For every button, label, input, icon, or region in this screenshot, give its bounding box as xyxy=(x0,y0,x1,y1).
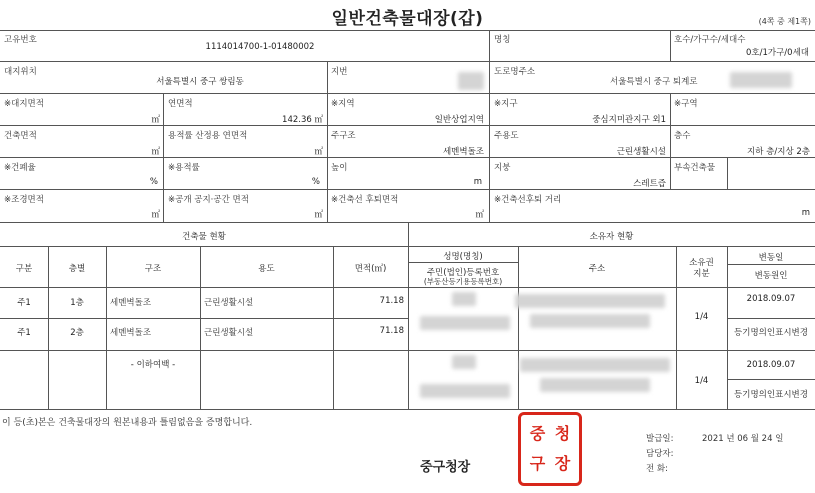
phone-label: 전 화: xyxy=(646,464,668,474)
redacted-owner-name xyxy=(452,292,476,306)
far-area-unit: ㎡ xyxy=(314,147,323,157)
grid-line xyxy=(727,264,815,265)
total-area-label: 연면적 xyxy=(168,99,193,109)
far-area-label: 용적률 산정용 연면적 xyxy=(168,131,248,141)
area-label: ※구역 xyxy=(674,99,698,109)
owner-status-title: 소유자 현황 xyxy=(589,232,634,242)
redacted-owner-name xyxy=(452,355,476,369)
redacted-owner-address xyxy=(530,314,650,328)
col-header-area: 면적(㎡) xyxy=(354,264,387,274)
grid-line xyxy=(727,379,815,380)
row1-structure: 세멘벽돌조 xyxy=(110,298,152,308)
officer-label: 담당자: xyxy=(646,449,674,459)
landscape-unit: ㎡ xyxy=(151,210,160,220)
building-area-unit: ㎡ xyxy=(151,147,160,157)
site-label: 대지위치 xyxy=(4,67,37,77)
owner1-share: 1/4 xyxy=(694,312,709,322)
grid-line xyxy=(489,61,490,222)
zone-label: ※지역 xyxy=(331,99,355,109)
district-value: 중심지미관지구 외1 xyxy=(592,115,666,125)
units-value: 0호/1가구/0세대 xyxy=(745,48,809,58)
grid-line xyxy=(727,157,728,189)
document-title: 일반건축물대장(갑) xyxy=(331,9,484,29)
row2-use: 근린생활시설 xyxy=(204,328,254,338)
roof-value: 스레트즙 xyxy=(633,179,666,189)
road-value: 서울특별시 중구 퇴계로 xyxy=(610,77,698,87)
row2-type: 주1 xyxy=(17,328,31,338)
unique-no-value: 1114014700-1-01480002 xyxy=(205,42,315,52)
grid-line xyxy=(0,93,815,94)
share-header: 소유권 xyxy=(689,258,714,268)
total-area-value: 142.36 ㎡ xyxy=(282,115,323,125)
grid-line xyxy=(0,61,815,62)
grid-line xyxy=(0,409,815,410)
floors-label: 층수 xyxy=(674,131,691,141)
owner2-date: 2018.09.07 xyxy=(746,360,796,370)
structure-value: 세멘벽돌조 xyxy=(442,147,484,157)
grid-line xyxy=(0,189,815,190)
redacted-owner-address xyxy=(520,358,670,372)
seal-char: 장 xyxy=(554,454,571,473)
issue-date-label: 발급일: xyxy=(646,434,674,444)
grid-line xyxy=(670,30,671,61)
grid-line xyxy=(670,93,671,189)
setback-area-unit: ㎡ xyxy=(475,210,484,220)
grid-line xyxy=(0,30,815,31)
use-value: 근린생활시설 xyxy=(616,147,666,157)
row2-area: 71.18 xyxy=(379,326,404,336)
row1-type: 주1 xyxy=(17,298,31,308)
redacted-owner-address xyxy=(540,378,650,392)
redacted-road xyxy=(730,72,792,88)
structure-label: 주구조 xyxy=(331,131,356,141)
row2-structure: 세멘벽돌조 xyxy=(110,328,152,338)
redacted-lot xyxy=(458,72,484,90)
road-label: 도로명주소 xyxy=(494,67,536,77)
annex-label: 부속건축물 xyxy=(674,163,716,173)
height-unit: m xyxy=(473,177,482,187)
landscape-label: ※조경면적 xyxy=(4,195,44,205)
row2-floor: 2층 xyxy=(70,328,84,338)
grid-line xyxy=(0,157,815,158)
zone-value: 일반상업지역 xyxy=(434,115,484,125)
blank-note: - 이하여백 - xyxy=(130,360,176,370)
bcr-unit: % xyxy=(149,177,158,187)
owner2-share: 1/4 xyxy=(694,376,709,386)
col-header-structure: 구조 xyxy=(144,264,162,274)
setback-area-label: ※건축선 후퇴면적 xyxy=(331,195,399,205)
grid-line xyxy=(163,93,164,222)
grid-line xyxy=(489,30,490,61)
owner-address-header: 주소 xyxy=(588,264,606,274)
seal-char: 청 xyxy=(554,424,571,443)
owner1-reason: 등기명의인표시변경 xyxy=(734,328,808,338)
seal-char: 구 xyxy=(529,454,546,473)
units-label: 호수/가구수/세대수 xyxy=(674,35,746,45)
redacted-owner-id xyxy=(420,316,510,330)
owner-id-subheader: (부동산등기용등록번호) xyxy=(423,277,503,286)
roof-label: 지붕 xyxy=(494,163,511,173)
lot-label: 지번 xyxy=(331,67,348,77)
name-label: 명칭 xyxy=(494,35,511,45)
official-seal xyxy=(518,412,582,486)
page-info: (4쪽 중 제1쪽) xyxy=(758,17,811,26)
share-subheader: 지분 xyxy=(693,269,710,279)
owner2-reason: 등기명의인표시변경 xyxy=(734,390,808,400)
owner1-date: 2018.09.07 xyxy=(746,294,796,304)
bcr-label: ※건폐율 xyxy=(4,163,36,173)
redacted-owner-id xyxy=(420,384,510,398)
setback-distance-unit: m xyxy=(801,208,810,218)
issuing-office: 중구청장 xyxy=(420,460,471,475)
row1-use: 근린생활시설 xyxy=(204,298,254,308)
change-reason-header: 변동원인 xyxy=(754,271,788,281)
col-header-type: 구분 xyxy=(15,264,33,274)
setback-distance-label: ※건축선후퇴 거리 xyxy=(494,195,562,205)
grid-line xyxy=(408,262,518,263)
col-header-floor: 층별 xyxy=(68,264,86,274)
row1-floor: 1층 xyxy=(70,298,84,308)
district-label: ※지구 xyxy=(494,99,518,109)
grid-line xyxy=(727,318,815,319)
redacted-owner-address xyxy=(515,294,665,308)
grid-line xyxy=(0,318,408,319)
grid-line xyxy=(0,125,815,126)
far-label: ※용적률 xyxy=(168,163,200,173)
building-status-title: 건축물 현황 xyxy=(182,232,226,242)
public-area-label: ※공개 공지·공간 면적 xyxy=(168,195,249,205)
public-area-unit: ㎡ xyxy=(314,210,323,220)
site-value: 서울특별시 중구 쌍림동 xyxy=(156,77,244,87)
floors-value: 지하 층/지상 2층 xyxy=(747,147,810,157)
seal-char: 중 xyxy=(529,424,546,443)
owner-id-header: 주민(법인)등록번호 xyxy=(426,268,500,278)
site-area-label: ※대지면적 xyxy=(4,99,44,109)
change-date-header: 변동일 xyxy=(758,253,784,263)
unique-no-label: 고유번호 xyxy=(4,35,37,45)
col-header-use: 용도 xyxy=(258,264,275,274)
site-area-unit: ㎡ xyxy=(151,115,160,125)
owner-name-header: 성명(명칭) xyxy=(443,252,483,262)
grid-line xyxy=(327,61,328,222)
row1-area: 71.18 xyxy=(379,296,404,306)
far-unit: % xyxy=(311,177,320,187)
building-area-label: 건축면적 xyxy=(4,131,37,141)
use-label: 주용도 xyxy=(494,131,519,141)
height-label: 높이 xyxy=(331,163,348,173)
certification-text: 이 등(초)본은 건축물대장의 원본내용과 틀림없음을 증명합니다. xyxy=(2,418,253,428)
issue-date: 2021 년 06 월 24 일 xyxy=(702,434,784,444)
